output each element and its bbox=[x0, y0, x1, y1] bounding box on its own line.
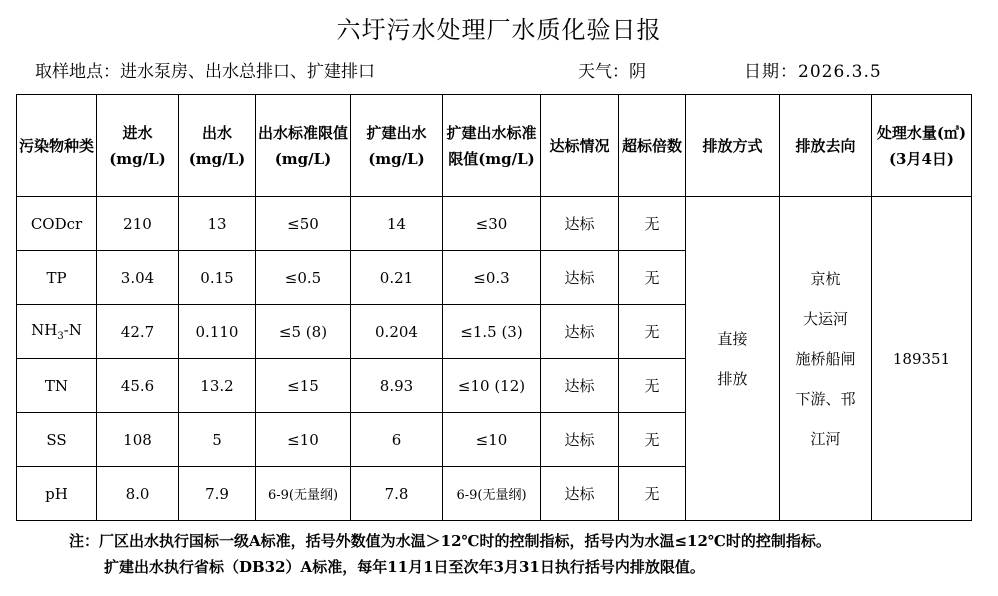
inflow-value: 210 bbox=[97, 197, 179, 251]
header-ext-outflow: 扩建出水(mg/L) bbox=[351, 95, 443, 197]
inflow-value: 8.0 bbox=[97, 467, 179, 521]
ext-outflow-value: 7.8 bbox=[351, 467, 443, 521]
header-out-standard: 出水标准限值(mg/L) bbox=[256, 95, 351, 197]
outflow-value: 13 bbox=[179, 197, 256, 251]
header-ext-standard: 扩建出水标准限值(mg/L) bbox=[443, 95, 541, 197]
outflow-value: 0.110 bbox=[179, 305, 256, 359]
outflow-value: 0.15 bbox=[179, 251, 256, 305]
ext-standard-value: ≤0.3 bbox=[443, 251, 541, 305]
ext-standard-value: ≤10 (12) bbox=[443, 359, 541, 413]
header-pollutant: 污染物种类 bbox=[17, 95, 97, 197]
pollutant-name: TP bbox=[17, 251, 97, 305]
pollutant-name: CODcr bbox=[17, 197, 97, 251]
header-destination: 排放去向 bbox=[780, 95, 872, 197]
out-standard-value: ≤15 bbox=[256, 359, 351, 413]
ext-outflow-value: 6 bbox=[351, 413, 443, 467]
exceed-value: 无 bbox=[619, 305, 686, 359]
out-standard-value: ≤10 bbox=[256, 413, 351, 467]
pollutant-name: SS bbox=[17, 413, 97, 467]
exceed-value: 无 bbox=[619, 413, 686, 467]
exceed-value: 无 bbox=[619, 251, 686, 305]
status-value: 达标 bbox=[541, 251, 619, 305]
out-standard-value: ≤5 (8) bbox=[256, 305, 351, 359]
status-value: 达标 bbox=[541, 359, 619, 413]
water-quality-table bbox=[16, 94, 972, 521]
footnote-line-2: 扩建出水执行省标（DB32）A标准，每年11月1日至次年3月31日执行括号内排放限值。 bbox=[104, 558, 705, 576]
header-outflow: 出水(mg/L) bbox=[179, 95, 256, 197]
table-header-row bbox=[17, 95, 972, 197]
report-meta bbox=[0, 57, 998, 83]
pollutant-name: TN bbox=[17, 359, 97, 413]
footnote-line-1: 注：厂区出水执行国标一级A标准，括号外数值为水温＞12℃时的控制指标，括号内为水温≤12℃时的控制指标。 bbox=[69, 532, 831, 550]
sampling-location: 取样地点：进水泵房、出水总排口、扩建排口 bbox=[35, 62, 375, 82]
outflow-value: 5 bbox=[179, 413, 256, 467]
report-date: 日期：2026.3.5 bbox=[744, 62, 882, 82]
treated-volume: 189351 bbox=[872, 197, 972, 521]
table-row bbox=[17, 197, 972, 251]
ext-outflow-value: 8.93 bbox=[351, 359, 443, 413]
outflow-value: 7.9 bbox=[179, 467, 256, 521]
ext-outflow-value: 0.21 bbox=[351, 251, 443, 305]
discharge-method: 直接 排放 bbox=[686, 197, 780, 521]
ext-standard-value: ≤1.5 (3) bbox=[443, 305, 541, 359]
header-status: 达标情况 bbox=[541, 95, 619, 197]
exceed-value: 无 bbox=[619, 467, 686, 521]
exceed-value: 无 bbox=[619, 197, 686, 251]
pollutant-name: pH bbox=[17, 467, 97, 521]
ext-outflow-value: 0.204 bbox=[351, 305, 443, 359]
header-method: 排放方式 bbox=[686, 95, 780, 197]
report-title: 六圩污水处理厂水质化验日报 bbox=[336, 16, 662, 44]
status-value: 达标 bbox=[541, 467, 619, 521]
header-volume-date: (3月4日) bbox=[888, 149, 955, 168]
status-value: 达标 bbox=[541, 305, 619, 359]
header-volume: 处理水量(㎥) (3月4日) bbox=[872, 95, 972, 197]
out-standard-value: ≤0.5 bbox=[256, 251, 351, 305]
outflow-value: 13.2 bbox=[179, 359, 256, 413]
ext-standard-value: ≤30 bbox=[443, 197, 541, 251]
inflow-value: 3.04 bbox=[97, 251, 179, 305]
header-exceed: 超标倍数 bbox=[619, 95, 686, 197]
discharge-destination: 京杭 大运河 施桥船闸 下游、邗 江河 bbox=[780, 197, 872, 521]
ext-standard-value: ≤10 bbox=[443, 413, 541, 467]
inflow-value: 45.6 bbox=[97, 359, 179, 413]
ext-standard-value: 6-9(无量纲) bbox=[443, 467, 541, 521]
status-value: 达标 bbox=[541, 197, 619, 251]
exceed-value: 无 bbox=[619, 359, 686, 413]
inflow-value: 42.7 bbox=[97, 305, 179, 359]
ext-outflow-value: 14 bbox=[351, 197, 443, 251]
status-value: 达标 bbox=[541, 413, 619, 467]
out-standard-value: ≤50 bbox=[256, 197, 351, 251]
header-inflow: 进水(mg/L) bbox=[97, 95, 179, 197]
inflow-value: 108 bbox=[97, 413, 179, 467]
pollutant-name: $NH_3-N$ bbox=[17, 305, 97, 359]
out-standard-value: 6-9(无量纲) bbox=[256, 467, 351, 521]
weather: 天气：阴 bbox=[578, 62, 646, 82]
